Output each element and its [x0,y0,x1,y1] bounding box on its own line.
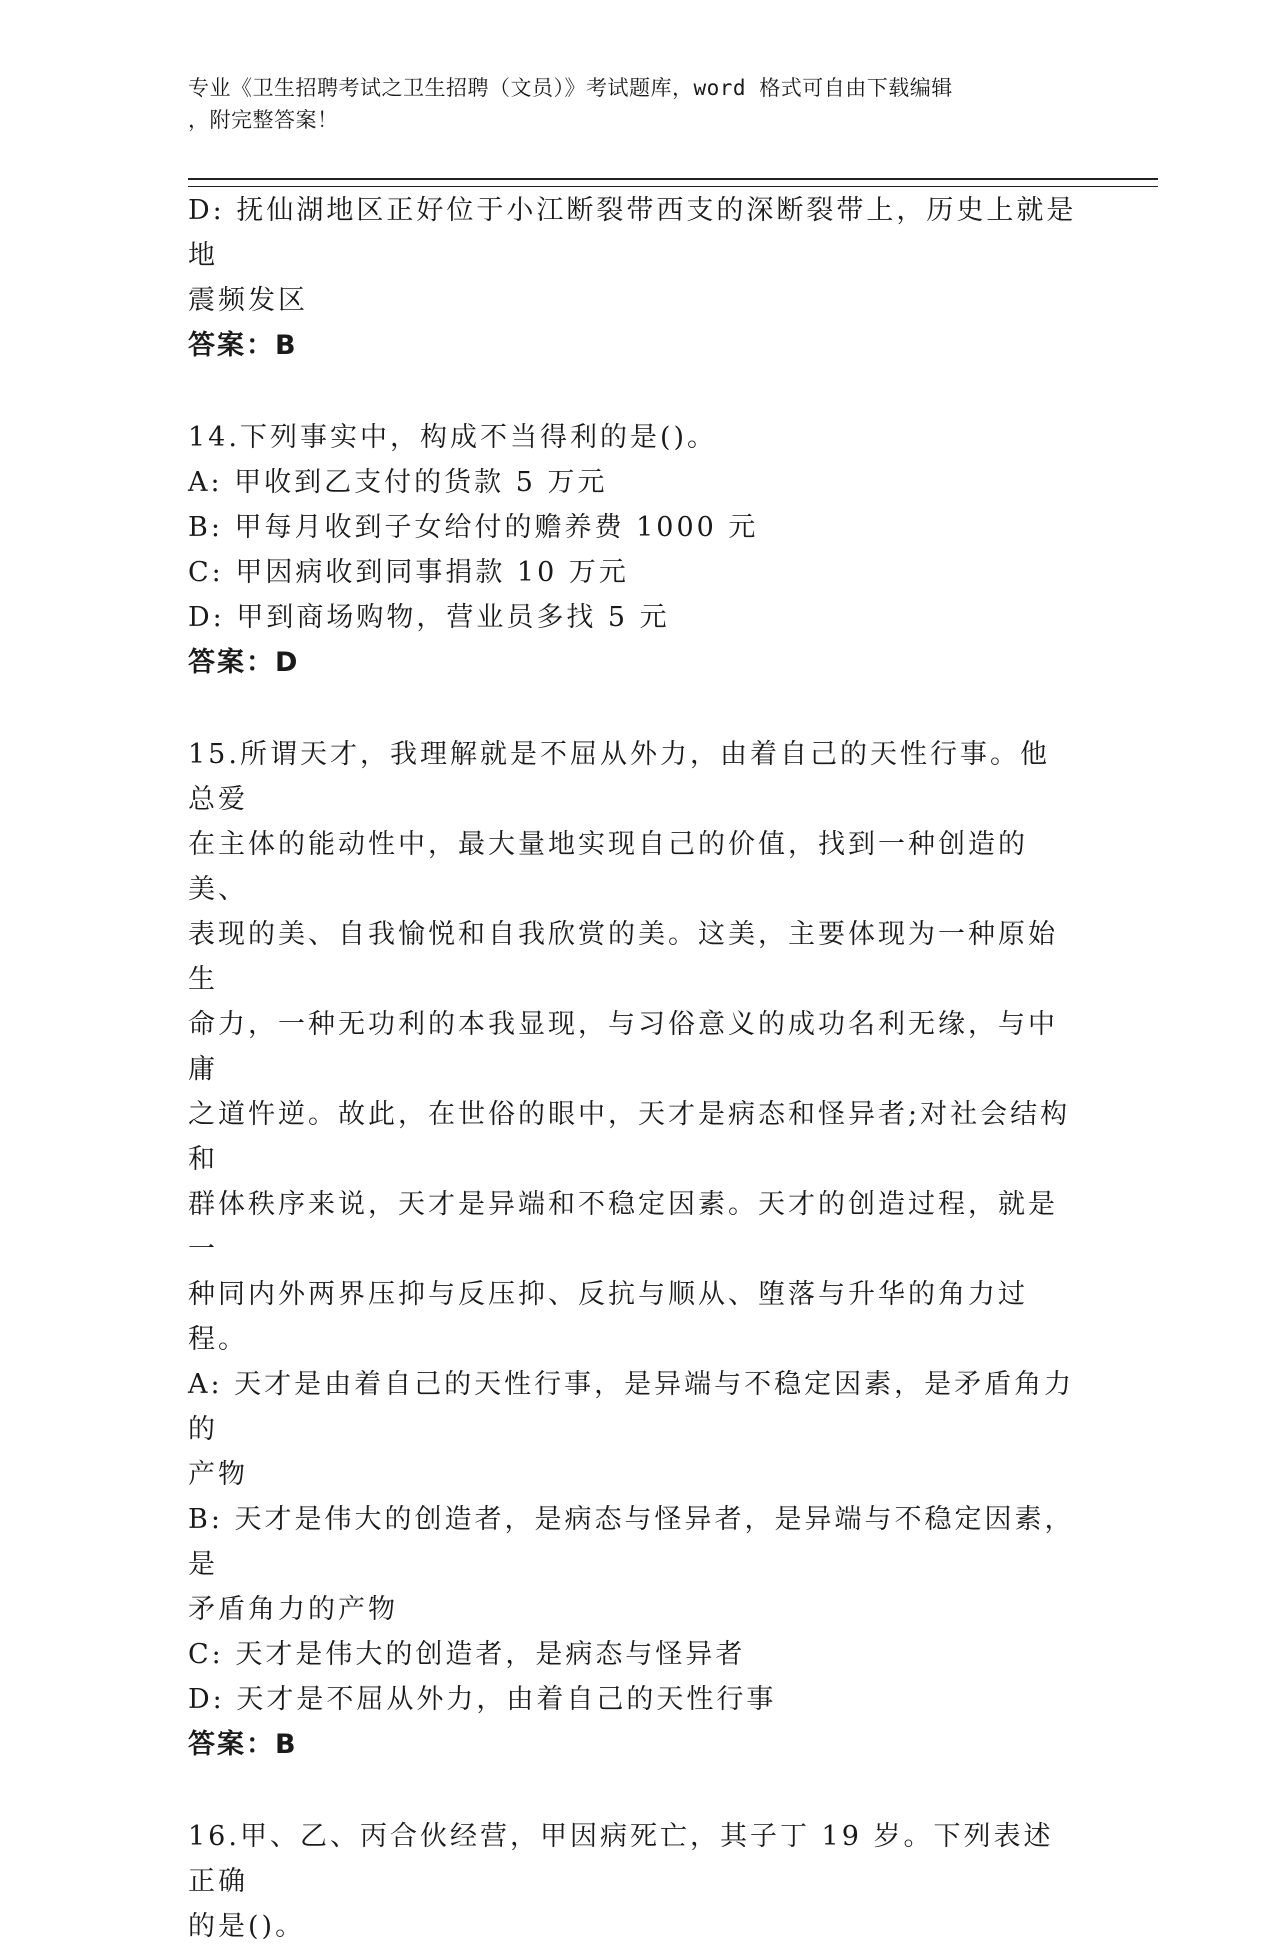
question-15 [188,732,1078,1767]
option-a: A: 甲收到乙支付的货款 5 万元 [188,467,608,498]
question-16 [188,1814,1078,1949]
question-stem: 16.甲、乙、丙合伙经营，甲因病死亡，其子丁 19 岁。下列表述正确 [188,1821,1054,1897]
question-stem-line: 15.所谓天才，我理解就是不屈从外力，由着自己的天性行事。他总爱 [188,739,1050,815]
option-b: B: 天才是伟大的创造者，是病态与怪异者，是异端与不稳定因素，是 [188,1504,1075,1580]
document-body [188,188,1078,1949]
option-d: D: 抚仙湖地区正好位于小江断裂带西支的深断裂带上，历史上就是地 [188,195,1077,271]
option-d: D: 天才是不屈从外力，由着自己的天性行事 [188,1684,777,1715]
header-line-1: 专业《卫生招聘考试之卫生招聘（文员）》考试题库，word 格式可自由下载编辑 [188,76,953,100]
option-a: A: 天才是由着自己的天性行事，是异端与不稳定因素，是矛盾角力的 [188,1369,1075,1445]
question-stem-line: 表现的美、自我愉悦和自我欣赏的美。这美，主要体现为一种原始生 [188,919,1058,995]
header-line-2: ，附完整答案！ [188,108,339,132]
page-header [188,72,1068,136]
question-13-tail [188,188,1078,368]
option-b-continued: 矛盾角力的产物 [188,1594,398,1625]
question-stem-continued: 的是()。 [188,1911,306,1942]
spacer [188,1767,1078,1814]
spacer [188,685,1078,732]
spacer [188,368,1078,415]
option-c: C: 天才是伟大的创造者，是病态与怪异者 [188,1639,746,1670]
option-a-continued: 产物 [188,1459,248,1490]
question-stem-line: 群体秩序来说，天才是异端和不稳定因素。天才的创造过程，就是一 [188,1189,1058,1265]
header-divider [188,178,1158,187]
question-stem-line: 在主体的能动性中，最大量地实现自己的价值，找到一种创造的美、 [188,829,1028,905]
answer: 答案：D [188,647,300,678]
answer: 答案：B [188,330,298,361]
question-stem: 14.下列事实中，构成不当得利的是()。 [188,422,718,453]
option-c: C: 甲因病收到同事捐款 10 万元 [188,557,629,588]
option-b: B: 甲每月收到子女给付的赡养费 1000 元 [188,512,759,543]
question-stem-line: 之道忤逆。故此，在世俗的眼中，天才是病态和怪异者;对社会结构和 [188,1099,1071,1175]
option-d: D: 甲到商场购物，营业员多找 5 元 [188,602,670,633]
question-stem-line: 种同内外两界压抑与反压抑、反抗与顺从、堕落与升华的角力过程。 [188,1279,1028,1355]
answer: 答案：B [188,1729,298,1760]
option-d-continued: 震频发区 [188,285,308,316]
question-stem-line: 命力，一种无功利的本我显现，与习俗意义的成功名利无缘，与中庸 [188,1009,1058,1085]
question-14 [188,415,1078,685]
